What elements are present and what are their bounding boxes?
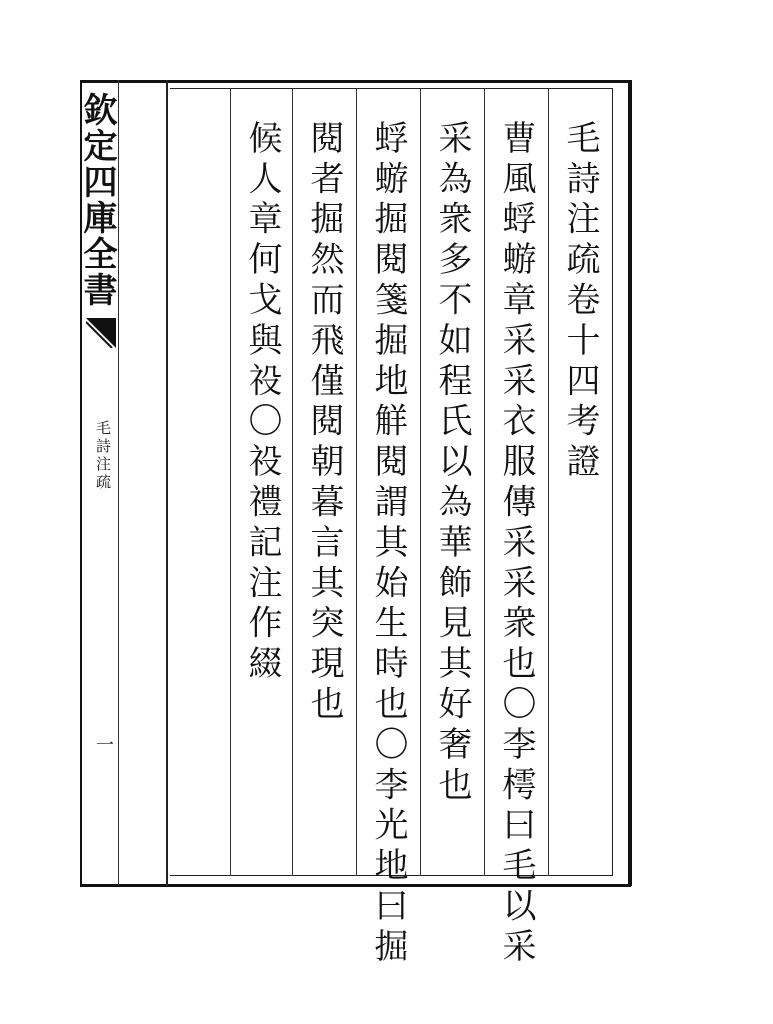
column-rule xyxy=(292,88,293,876)
text-column-2: 曹風蜉蝣章采采衣服傳采采衆也〇李樗曰毛以采 xyxy=(496,120,536,969)
inner-top-border xyxy=(170,88,612,89)
text-column-4: 蜉蝣掘閱箋掘地觧閱謂其始生時也〇李光地曰掘 xyxy=(368,120,408,969)
text-column-3: 采為衆多不如程氏以為華飾見其好奢也 xyxy=(432,120,472,807)
spine-page-number: 一 xyxy=(93,735,114,753)
spine-border xyxy=(166,80,168,886)
fishtail-mark-icon xyxy=(86,318,116,348)
text-column-6: 候人章何戈與祋〇祋禮記注作綴 xyxy=(242,120,282,686)
spine-book-title: 毛詩注疏 xyxy=(94,420,112,492)
inner-right-border xyxy=(612,88,613,876)
frame-right-border xyxy=(628,80,632,886)
column-rule xyxy=(420,88,421,876)
text-column-1: 毛詩注疏卷十四考證 xyxy=(560,120,600,484)
spine-title: 欽定四庫全書 xyxy=(77,92,117,308)
frame-top-border xyxy=(80,80,631,83)
column-rule xyxy=(548,88,549,876)
column-rule xyxy=(484,88,485,876)
frame-bottom-border xyxy=(80,884,631,887)
text-column-5: 閱者掘然而飛僅閱朝暮言其突現也 xyxy=(304,120,344,726)
column-rule xyxy=(230,88,231,876)
column-rule xyxy=(356,88,357,876)
spine-border xyxy=(118,80,119,886)
